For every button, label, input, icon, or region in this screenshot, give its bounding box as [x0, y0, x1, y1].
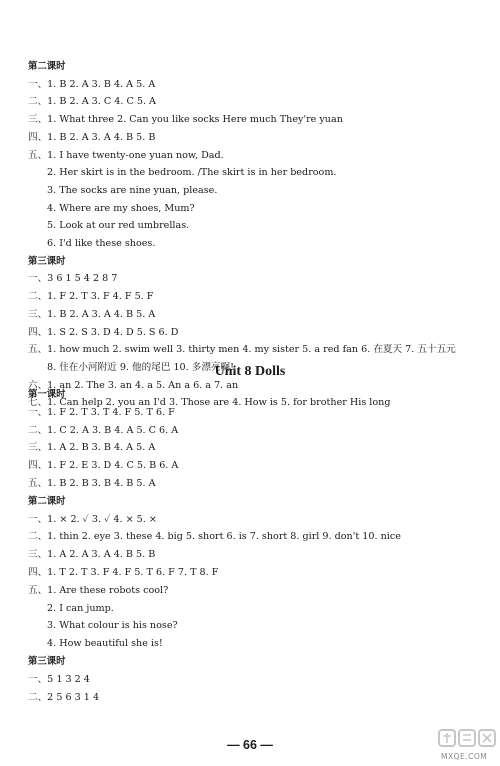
- answer-line: 2. I can jump.: [47, 602, 114, 614]
- unit-title: Unit 8 Dolls: [214, 364, 286, 379]
- answer-line: 二、1. B 2. A 3. C 4. C 5. A: [28, 96, 156, 108]
- answer-line: 四、1. F 2. E 3. D 4. C 5. B 6. A: [28, 460, 179, 472]
- answer-line: 七、1. Can help 2. you an I'd 3. Those are 4. How is 5. for brother His long: [28, 397, 391, 409]
- lesson-heading: 第三课时: [28, 656, 66, 667]
- answer-line: 2. Her skirt is in the bedroom. /The skirt is in her bedroom.: [47, 167, 337, 179]
- lesson-heading: 第二课时: [28, 495, 66, 507]
- lesson-heading: 第一课时: [28, 389, 66, 400]
- answer-line: 8. 住在小河附近 9. 他的尾巴 10. 多漂亮啊!: [47, 361, 234, 373]
- answer-line: 一、1. B 2. A 3. B 4. A 5. A: [28, 78, 156, 90]
- watermark-text: MXQE.COM: [441, 752, 488, 761]
- answer-line: 一、3 6 1 5 4 2 8 7: [28, 273, 118, 285]
- answer-line: 六、1. an 2. The 3. an 4. a 5. An a 6. a 7. an: [28, 379, 239, 391]
- answer-line: 4. Where are my shoes, Mum?: [47, 202, 195, 214]
- answer-line: 二、1. F 2. T 3. F 4. F 5. F: [28, 291, 154, 303]
- answer-line: 五、1. Are these robots cool?: [28, 584, 169, 596]
- answer-line: 二、1. thin 2. eye 3. these 4. big 5. short 6. is 7. short 8. girl 9. don't 10. nice: [28, 531, 401, 543]
- answer-line: 三、1. A 2. A 3. A 4. B 5. B: [28, 549, 156, 561]
- answer-line: 4. How beautiful she is!: [47, 638, 163, 650]
- answer-line: 二、1. C 2. A 3. B 4. A 5. C 6. A: [28, 424, 179, 436]
- answer-line: 一、5 1 3 2 4: [28, 673, 90, 685]
- answer-line: 6. I'd like these shoes.: [47, 238, 156, 249]
- answer-line: 3. The socks are nine yuan, please.: [47, 184, 218, 196]
- answer-line: 三、1. B 2. A 3. A 4. B 5. A: [28, 308, 156, 320]
- lesson-heading: 第三课时: [28, 255, 66, 267]
- answer-line: 四、1. B 2. A 3. A 4. B 5. B: [28, 131, 156, 143]
- lesson-heading: 第二课时: [28, 61, 66, 72]
- answer-line: 四、1. S 2. S 3. D 4. D 5. S 6. D: [28, 326, 179, 338]
- answer-line: 三、1. A 2. B 3. B 4. A 5. A: [28, 442, 156, 454]
- answer-line: 5. Look at our red umbrellas.: [47, 220, 190, 232]
- answer-line: 三、1. What three 2. Can you like socks Here much They're yuan: [28, 114, 343, 126]
- answer-line: 一、1. × 2. ✓ 3. ✓ 4. × 5. ×: [28, 513, 157, 525]
- answer-line: 五、1. how much 2. swim well 3. thirty men 4. my sister 5. a red fan 6. 在夏天 7. 五十五元: [28, 344, 456, 356]
- answer-line: 3. What colour is his nose?: [47, 620, 178, 632]
- answer-line: 四、1. T 2. T 3. F 4. F 5. T 6. F 7. T 8. F: [28, 567, 219, 578]
- answer-line: 二、2 5 6 3 1 4: [28, 691, 100, 703]
- answer-line: 五、1. B 2. B 3. B 4. B 5. A: [28, 478, 156, 489]
- answer-line: 一、1. F 2. T 3. T 4. F 5. T 6. F: [28, 406, 175, 418]
- answer-line: 五、1. I have twenty-one yuan now, Dad.: [28, 149, 224, 161]
- page-number: — 66 —: [227, 738, 273, 752]
